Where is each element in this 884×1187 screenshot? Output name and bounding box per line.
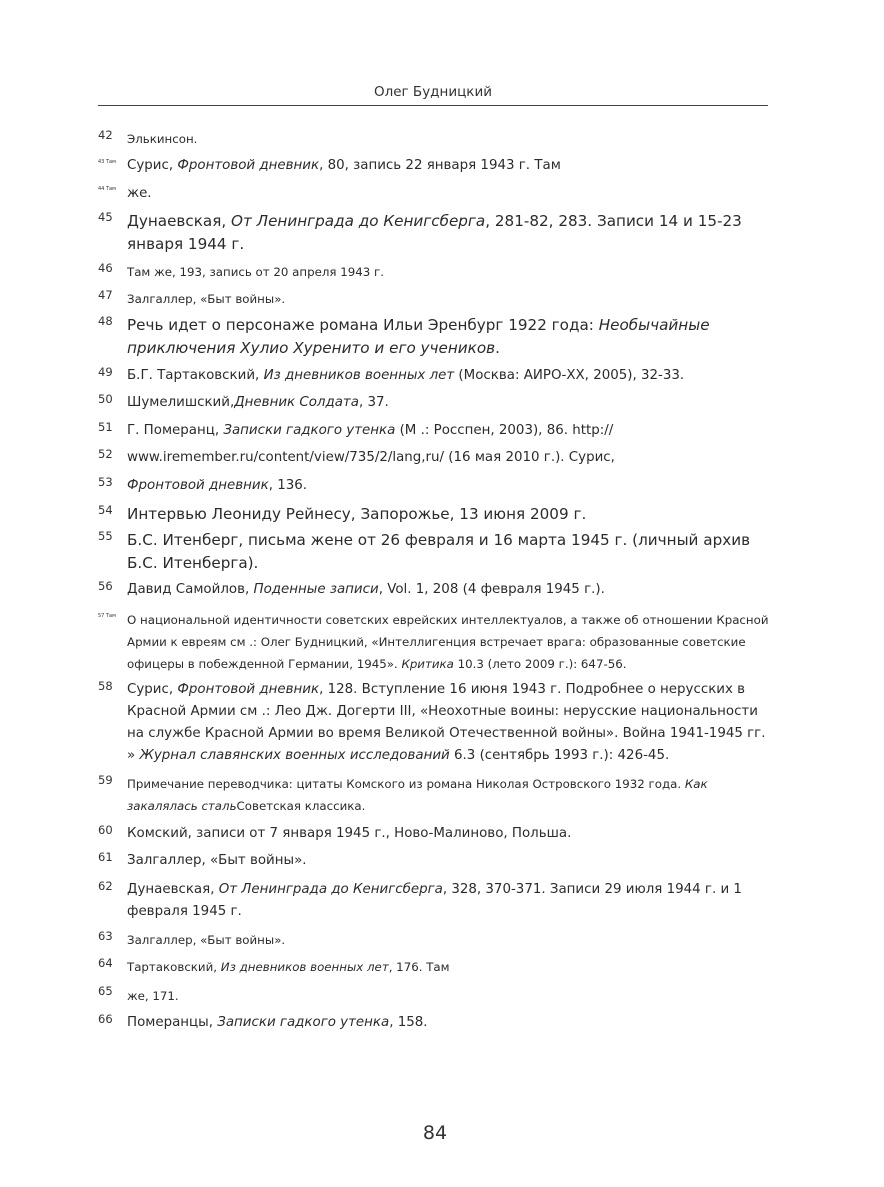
footnote-text	[127, 447, 777, 469]
italic-title: Как закалялась сталь	[127, 777, 708, 813]
italic-title: Записки гадкого утенка	[217, 1015, 390, 1030]
footnote-text	[127, 529, 777, 575]
footnote-number: 54	[98, 503, 113, 517]
footnote-number: 59	[98, 773, 113, 787]
footnote-text	[127, 288, 777, 310]
text-segment: www.iremember.ru/content/view/735/2/lang,ru/ (16 мая 2010 г.). Сурис,	[127, 450, 615, 465]
italic-title: Необычайные приключения Хулио Хуренито и его учеников	[127, 316, 710, 357]
text-segment: Сурис,	[127, 158, 178, 173]
italic-title: От Ленинграда до Кенигсберга	[218, 882, 443, 897]
footnote-text	[127, 579, 777, 601]
text-segment: Залгаллер, «Быт войны».	[127, 933, 286, 947]
footnote-text	[127, 155, 777, 177]
text-segment: Шумелишский,	[127, 395, 235, 410]
text-segment: , 37.	[358, 395, 389, 410]
italic-title: Фронтовой дневник	[127, 478, 269, 493]
footnote-number: 44 Там	[98, 186, 116, 192]
text-segment: Комский, записи от 7 января 1945 г., Ново-Малиново, Польша.	[127, 826, 572, 841]
footnote-text	[127, 679, 777, 767]
text-segment: , 328, 370-371. Записи 29 июля 1944 г. и 1 февраля 1945 г.	[127, 882, 742, 919]
footnote-text	[127, 956, 777, 978]
text-segment: же, 171.	[127, 989, 179, 1003]
italic-title: Дневник Солдата	[234, 395, 359, 410]
text-segment: Интервью Леониду Рейнесу, Запорожье, 13 июня 2009 г.	[127, 505, 587, 523]
footnote-number: 64	[98, 956, 113, 970]
italic-title: Фронтовой дневник	[177, 158, 320, 173]
text-segment: Залгаллер, «Быт войны».	[127, 853, 307, 868]
footnote-number: 48	[98, 314, 113, 328]
footnote-number: 62	[98, 879, 113, 893]
italic-title: Критика	[401, 657, 454, 671]
italic-title: Поденные записи	[253, 582, 379, 597]
footnote-number: 56	[98, 579, 113, 593]
text-segment: Дунаевская,	[127, 212, 232, 230]
text-segment: , Vol. 1, 208 (4 февраля 1945 г.).	[378, 582, 605, 597]
footnote-text	[127, 503, 777, 526]
text-segment: Тартаковский,	[127, 960, 221, 974]
footnote-number: 60	[98, 823, 113, 837]
text-segment: (Москва: АИРО-XX, 2005), 32-33.	[454, 368, 685, 383]
text-segment: Б.С. Итенберг, письма жене от 26 февраля и 16 марта 1945 г. (личный архив Б.С. Итенберга).	[127, 531, 751, 572]
text-segment: Померанцы,	[127, 1015, 218, 1030]
text-segment: , 176. Там	[388, 960, 450, 974]
footnote-number: 47	[98, 288, 113, 302]
footnote-text	[127, 850, 777, 872]
footnote-text	[127, 879, 777, 923]
footnote-text	[127, 1012, 777, 1034]
footnote-text	[127, 210, 777, 256]
footnote-number: 55	[98, 529, 113, 543]
footnote-text	[127, 773, 777, 817]
text-segment: 10.3 (лето 2009 г.): 647-56.	[453, 657, 627, 671]
footnote-number: 46	[98, 261, 113, 275]
italic-title: Из дневников военных лет	[263, 368, 455, 383]
text-segment: , 158.	[389, 1015, 428, 1030]
footnote-number: 63	[98, 929, 113, 943]
text-segment: Элькинсон.	[127, 132, 198, 146]
footnote-text	[127, 183, 777, 205]
text-segment: Дунаевская,	[127, 882, 219, 897]
footnote-number: 57 Там	[98, 613, 116, 619]
running-header: Олег Будницкий	[373, 84, 493, 100]
footnote-number: 52	[98, 447, 113, 461]
italic-title: Журнал славянских военных исследований	[139, 748, 450, 763]
text-segment: , 281-82, 283. Записи 14 и 15-23 января 1944 г.	[127, 212, 742, 253]
text-segment: .	[495, 339, 500, 357]
text-segment: , 136.	[268, 478, 308, 493]
text-segment: Б.Г. Тартаковский,	[127, 368, 264, 383]
italic-title: Записки гадкого утенка	[223, 423, 396, 438]
text-segment: Советская классика.	[236, 799, 366, 813]
footnote-number: 53	[98, 475, 113, 489]
text-segment: 6.3 (сентябрь 1993 г.): 426-45.	[449, 748, 670, 763]
italic-title: От Ленинграда до Кенигсберга	[231, 212, 486, 230]
text-segment: Сурис,	[127, 682, 178, 697]
footnote-text	[127, 475, 777, 497]
text-segment: Г. Померанц,	[127, 423, 224, 438]
text-segment: Примечание переводчика: цитаты Комского из романа Николая Островского 1932 года.	[127, 777, 685, 791]
footnote-text	[127, 365, 777, 387]
footnote-number: 49	[98, 365, 113, 379]
header-rule	[98, 105, 768, 106]
footnote-text	[127, 609, 777, 675]
text-segment: , 80, запись 22 января 1943 г. Там	[319, 158, 561, 173]
text-segment: Давид Самойлов,	[127, 582, 254, 597]
footnote-number: 42	[98, 128, 113, 142]
italic-title: Из дневников военных лет	[220, 960, 389, 974]
footnote-text	[127, 261, 777, 283]
footnote-text	[127, 420, 777, 442]
page-number: 84	[422, 1122, 448, 1144]
footnote-number: 65	[98, 984, 113, 998]
footnote-number: 51	[98, 420, 113, 434]
footnote-number: 61	[98, 850, 113, 864]
text-segment: О национальной идентичности советских еврейских интеллектуалов, а также об отношении Красной Армии к евреям см .: Олег Будницкий, «Интеллигенция встречает врага: образованные советские офицеры в побежденной Германии, 1945».	[127, 613, 769, 671]
footnote-text	[127, 392, 777, 414]
text-segment: (М .: Росспен, 2003), 86. http://	[395, 423, 614, 438]
footnote-text	[127, 823, 777, 845]
italic-title: Фронтовой дневник	[177, 682, 320, 697]
text-segment: Залгаллер, «Быт войны».	[127, 292, 286, 306]
text-segment: Речь идет о персонаже романа Ильи Эренбург 1922 года:	[127, 316, 599, 334]
footnote-number: 50	[98, 392, 113, 406]
text-segment: , 128. Вступление 16 июня 1943 г. Подробнее о нерусских в Красной Армии см .: Лео Дж. Догерти III, «Неохотные воины: нерусские национальности на службе Красной Армии во время Великой Отечественной войны». Война 1941-1945 гг. »	[127, 682, 766, 763]
footnote-number: 66	[98, 1012, 113, 1026]
footnote-text	[127, 314, 777, 360]
footnote-number: 45	[98, 210, 113, 224]
footnote-text	[127, 985, 777, 1007]
footnote-number: 43 Там	[98, 159, 116, 165]
footnote-number: 58	[98, 679, 113, 693]
text-segment: же.	[127, 186, 152, 201]
footnote-text	[127, 128, 777, 150]
text-segment: Там же, 193, запись от 20 апреля 1943 г.	[127, 265, 384, 279]
footnote-text	[127, 929, 777, 951]
